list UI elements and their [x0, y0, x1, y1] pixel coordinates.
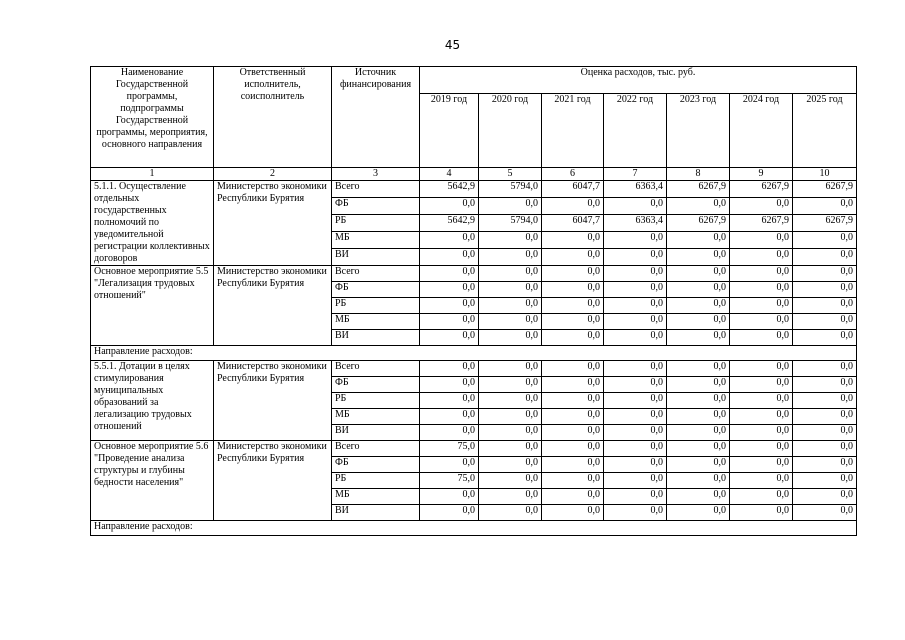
amount-cell: 0,0	[604, 409, 667, 425]
amount-cell: 0,0	[542, 409, 604, 425]
funding-source: МБ	[332, 314, 420, 330]
program-name: Основное мероприятие 5.6 "Проведение анализа структуры и глубины бедности населения"	[91, 441, 214, 521]
amount-cell: 0,0	[793, 441, 857, 457]
amount-cell: 0,0	[667, 473, 730, 489]
header-row-top	[91, 67, 857, 94]
amount-cell: 0,0	[730, 314, 793, 330]
amount-cell: 0,0	[479, 330, 542, 346]
amount-cell: 0,0	[542, 489, 604, 505]
funding-source: ФБ	[332, 282, 420, 298]
col-number: 3	[332, 168, 420, 181]
amount-cell: 0,0	[667, 314, 730, 330]
amount-cell: 0,0	[793, 198, 857, 215]
responsible-executor: Министерство экономики Республики Бурятия	[214, 181, 332, 266]
funding-source: РБ	[332, 393, 420, 409]
header-year: 2024 год	[730, 94, 793, 168]
amount-cell: 0,0	[479, 232, 542, 249]
amount-cell: 0,0	[604, 298, 667, 314]
amount-cell: 0,0	[479, 489, 542, 505]
responsible-executor: Министерство экономики Республики Бурятия	[214, 441, 332, 521]
table-row	[91, 181, 857, 198]
funding-source: МБ	[332, 232, 420, 249]
amount-cell: 0,0	[420, 198, 479, 215]
amount-cell: 0,0	[604, 377, 667, 393]
funding-source: Всего	[332, 361, 420, 377]
amount-cell: 0,0	[667, 249, 730, 266]
amount-cell: 0,0	[420, 330, 479, 346]
amount-cell: 5794,0	[479, 181, 542, 198]
amount-cell: 0,0	[542, 377, 604, 393]
col-number: 1	[91, 168, 214, 181]
page-number: 45	[444, 38, 461, 52]
amount-cell: 0,0	[542, 457, 604, 473]
header-year: 2022 год	[604, 94, 667, 168]
amount-cell: 0,0	[604, 232, 667, 249]
amount-cell: 0,0	[667, 441, 730, 457]
amount-cell: 0,0	[479, 441, 542, 457]
amount-cell: 0,0	[793, 298, 857, 314]
amount-cell: 0,0	[667, 198, 730, 215]
amount-cell: 0,0	[542, 473, 604, 489]
amount-cell: 0,0	[604, 393, 667, 409]
amount-cell: 0,0	[793, 330, 857, 346]
amount-cell: 0,0	[730, 249, 793, 266]
amount-cell: 0,0	[604, 361, 667, 377]
amount-cell: 0,0	[420, 266, 479, 282]
amount-cell: 0,0	[667, 377, 730, 393]
amount-cell: 0,0	[420, 489, 479, 505]
direction-label: Направление расходов:	[91, 521, 857, 536]
header-year: 2021 год	[542, 94, 604, 168]
amount-cell: 0,0	[604, 282, 667, 298]
amount-cell: 0,0	[542, 232, 604, 249]
amount-cell: 0,0	[604, 266, 667, 282]
amount-cell: 0,0	[793, 232, 857, 249]
header-name-col: Наименование Государственной программы, подпрограммы Государственной программы, мероприятия, основного направления	[91, 67, 214, 168]
amount-cell: 6267,9	[793, 215, 857, 232]
amount-cell: 0,0	[542, 266, 604, 282]
amount-cell: 0,0	[420, 457, 479, 473]
amount-cell: 0,0	[542, 249, 604, 266]
amount-cell: 0,0	[793, 473, 857, 489]
amount-cell: 0,0	[542, 330, 604, 346]
amount-cell: 0,0	[667, 457, 730, 473]
funding-source: МБ	[332, 409, 420, 425]
col-number: 7	[604, 168, 667, 181]
funding-source: РБ	[332, 473, 420, 489]
amount-cell: 0,0	[604, 457, 667, 473]
amount-cell: 0,0	[479, 473, 542, 489]
amount-cell: 0,0	[479, 505, 542, 521]
amount-cell: 0,0	[479, 393, 542, 409]
amount-cell: 0,0	[479, 457, 542, 473]
amount-cell: 0,0	[479, 377, 542, 393]
amount-cell: 0,0	[420, 232, 479, 249]
amount-cell: 0,0	[604, 330, 667, 346]
amount-cell: 0,0	[730, 473, 793, 489]
amount-cell: 75,0	[420, 441, 479, 457]
amount-cell: 0,0	[542, 282, 604, 298]
funding-source: Всего	[332, 266, 420, 282]
amount-cell: 0,0	[542, 441, 604, 457]
amount-cell: 0,0	[604, 473, 667, 489]
amount-cell: 0,0	[604, 489, 667, 505]
funding-source: РБ	[332, 298, 420, 314]
funding-source: ВИ	[332, 330, 420, 346]
amount-cell: 0,0	[542, 314, 604, 330]
amount-cell: 6267,9	[793, 181, 857, 198]
amount-cell: 0,0	[479, 298, 542, 314]
amount-cell: 0,0	[542, 361, 604, 377]
table-row	[91, 266, 857, 282]
amount-cell: 0,0	[730, 266, 793, 282]
program-name: 5.1.1. Осуществление отдельных государственных полномочий по уведомительной регистрации коллективных договоров	[91, 181, 214, 266]
amount-cell: 0,0	[604, 441, 667, 457]
amount-cell: 0,0	[420, 314, 479, 330]
program-name: 5.5.1. Дотации в целях стимулирования муниципальных образований за легализацию трудовых отношений	[91, 361, 214, 441]
amount-cell: 0,0	[730, 457, 793, 473]
amount-cell: 0,0	[604, 198, 667, 215]
amount-cell: 0,0	[542, 198, 604, 215]
amount-cell: 6267,9	[667, 215, 730, 232]
amount-cell: 0,0	[420, 425, 479, 441]
col-number: 4	[420, 168, 479, 181]
amount-cell: 5642,9	[420, 181, 479, 198]
funding-source: РБ	[332, 215, 420, 232]
amount-cell: 0,0	[793, 409, 857, 425]
header-year: 2019 год	[420, 94, 479, 168]
col-number: 10	[793, 168, 857, 181]
amount-cell: 0,0	[667, 298, 730, 314]
amount-cell: 0,0	[793, 377, 857, 393]
amount-cell: 0,0	[604, 249, 667, 266]
table-row	[91, 361, 857, 377]
funding-source: ВИ	[332, 249, 420, 266]
header-costs-group: Оценка расходов, тыс. руб.	[420, 67, 857, 94]
amount-cell: 0,0	[793, 361, 857, 377]
amount-cell: 0,0	[479, 361, 542, 377]
program-name: Основное мероприятие 5.5 "Легализация трудовых отношений"	[91, 266, 214, 346]
amount-cell: 0,0	[479, 425, 542, 441]
funding-source: ФБ	[332, 377, 420, 393]
amount-cell: 0,0	[730, 425, 793, 441]
responsible-executor: Министерство экономики Республики Бурятия	[214, 361, 332, 441]
amount-cell: 0,0	[420, 377, 479, 393]
amount-cell: 0,0	[667, 489, 730, 505]
amount-cell: 0,0	[479, 314, 542, 330]
amount-cell: 0,0	[604, 505, 667, 521]
amount-cell: 0,0	[420, 393, 479, 409]
amount-cell: 0,0	[479, 409, 542, 425]
table-header	[91, 67, 857, 181]
amount-cell: 0,0	[542, 425, 604, 441]
funding-source: ФБ	[332, 457, 420, 473]
amount-cell: 0,0	[420, 282, 479, 298]
direction-row	[91, 346, 857, 361]
amount-cell: 0,0	[793, 505, 857, 521]
amount-cell: 0,0	[793, 393, 857, 409]
funding-source: ФБ	[332, 198, 420, 215]
header-responsible-col: Ответственный исполнитель, соисполнитель	[214, 67, 332, 168]
amount-cell: 0,0	[542, 505, 604, 521]
col-number: 9	[730, 168, 793, 181]
direction-label: Направление расходов:	[91, 346, 857, 361]
amount-cell: 6267,9	[667, 181, 730, 198]
amount-cell: 0,0	[667, 266, 730, 282]
amount-cell: 0,0	[420, 409, 479, 425]
responsible-executor: Министерство экономики Республики Бурятия	[214, 266, 332, 346]
amount-cell: 0,0	[604, 425, 667, 441]
amount-cell: 0,0	[730, 198, 793, 215]
header-year: 2023 год	[667, 94, 730, 168]
amount-cell: 0,0	[667, 330, 730, 346]
amount-cell: 0,0	[479, 266, 542, 282]
amount-cell: 0,0	[667, 282, 730, 298]
amount-cell: 6363,4	[604, 215, 667, 232]
amount-cell: 0,0	[667, 361, 730, 377]
direction-row	[91, 521, 857, 536]
amount-cell: 0,0	[730, 489, 793, 505]
amount-cell: 0,0	[604, 314, 667, 330]
amount-cell: 6267,9	[730, 181, 793, 198]
amount-cell: 0,0	[730, 441, 793, 457]
amount-cell: 75,0	[420, 473, 479, 489]
amount-cell: 6047,7	[542, 181, 604, 198]
amount-cell: 0,0	[420, 361, 479, 377]
amount-cell: 0,0	[730, 232, 793, 249]
amount-cell: 0,0	[793, 282, 857, 298]
amount-cell: 0,0	[667, 409, 730, 425]
amount-cell: 0,0	[793, 249, 857, 266]
amount-cell: 5642,9	[420, 215, 479, 232]
funding-source: Всего	[332, 181, 420, 198]
amount-cell: 6047,7	[542, 215, 604, 232]
amount-cell: 0,0	[479, 198, 542, 215]
amount-cell: 6267,9	[730, 215, 793, 232]
amount-cell: 0,0	[793, 489, 857, 505]
amount-cell: 0,0	[730, 505, 793, 521]
amount-cell: 0,0	[420, 505, 479, 521]
col-number: 6	[542, 168, 604, 181]
amount-cell: 0,0	[730, 377, 793, 393]
amount-cell: 0,0	[542, 298, 604, 314]
amount-cell: 0,0	[542, 393, 604, 409]
expenditure-table	[90, 66, 857, 536]
amount-cell: 0,0	[667, 505, 730, 521]
amount-cell: 0,0	[667, 393, 730, 409]
amount-cell: 0,0	[730, 409, 793, 425]
amount-cell: 0,0	[793, 425, 857, 441]
table-row	[91, 441, 857, 457]
header-row-col-numbers	[91, 168, 857, 181]
amount-cell: 0,0	[730, 330, 793, 346]
amount-cell: 0,0	[479, 249, 542, 266]
col-number: 8	[667, 168, 730, 181]
amount-cell: 6363,4	[604, 181, 667, 198]
header-source-col: Источник финансирования	[332, 67, 420, 168]
col-number: 2	[214, 168, 332, 181]
amount-cell: 0,0	[730, 361, 793, 377]
funding-source: МБ	[332, 489, 420, 505]
amount-cell: 0,0	[420, 298, 479, 314]
amount-cell: 5794,0	[479, 215, 542, 232]
funding-source: Всего	[332, 441, 420, 457]
header-year: 2020 год	[479, 94, 542, 168]
amount-cell: 0,0	[479, 282, 542, 298]
amount-cell: 0,0	[730, 393, 793, 409]
amount-cell: 0,0	[667, 232, 730, 249]
amount-cell: 0,0	[793, 314, 857, 330]
funding-source: ВИ	[332, 505, 420, 521]
amount-cell: 0,0	[420, 249, 479, 266]
funding-source: ВИ	[332, 425, 420, 441]
col-number: 5	[479, 168, 542, 181]
header-year: 2025 год	[793, 94, 857, 168]
table-body	[91, 181, 857, 536]
amount-cell: 0,0	[793, 266, 857, 282]
amount-cell: 0,0	[793, 457, 857, 473]
amount-cell: 0,0	[667, 425, 730, 441]
amount-cell: 0,0	[730, 298, 793, 314]
amount-cell: 0,0	[730, 282, 793, 298]
